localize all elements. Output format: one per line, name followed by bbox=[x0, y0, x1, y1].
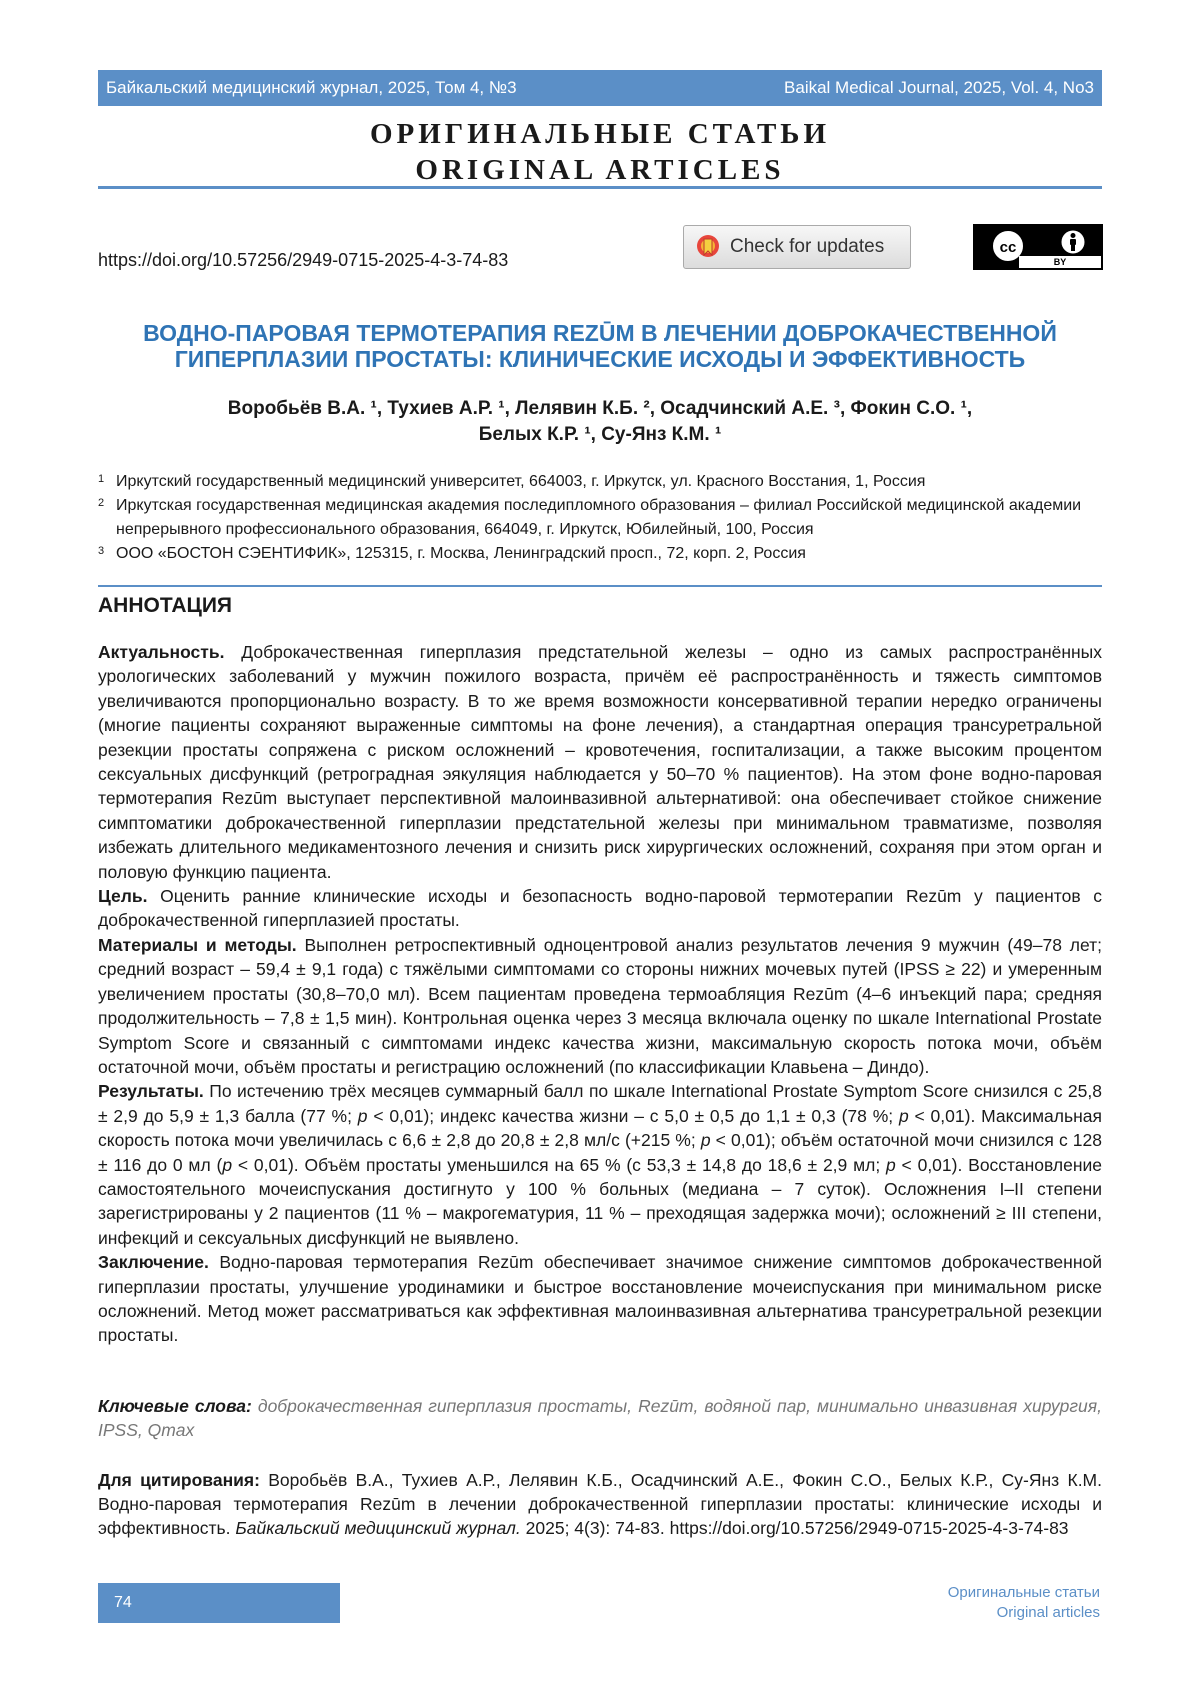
abstract-aim bbox=[98, 884, 1102, 933]
abstract-conclusion bbox=[98, 1250, 1102, 1348]
authors-line-1: Воробьёв В.А. ¹, Тухиев А.Р. ¹, Лелявин К.Б. ², Осадчинский А.Е. ³, Фокин С.О. ¹, bbox=[98, 396, 1102, 422]
journal-header bbox=[98, 70, 1102, 106]
p-symbol: p bbox=[701, 1130, 711, 1150]
article-title-line-1: ВОДНО-ПАРОВАЯ ТЕРМОТЕРАПИЯ REZŪM В ЛЕЧЕНИИ ДОБРОКАЧЕСТВЕННОЙ bbox=[98, 320, 1102, 346]
aim-label: Цель. bbox=[98, 886, 147, 906]
citation-journal: Байкальский медицинский журнал. bbox=[235, 1518, 520, 1538]
journal-name-ru: Байкальский медицинский журнал, 2025, Том 4, №3 bbox=[106, 78, 517, 98]
affiliation-item bbox=[98, 542, 1102, 566]
relevance-label: Актуальность. bbox=[98, 642, 224, 662]
footer-section-ru: Оригинальные статьи bbox=[948, 1583, 1100, 1603]
svg-text:cc: cc bbox=[999, 239, 1016, 256]
cc-by-license-badge[interactable] bbox=[973, 224, 1103, 270]
citation-label: Для цитирования: bbox=[98, 1470, 260, 1490]
affiliation-text: ООО «БОСТОН СЭЕНТИФИК», 125315, г. Москва, Ленинградский просп., 72, корп. 2, Россия bbox=[116, 542, 806, 566]
doi-link[interactable]: https://doi.org/10.57256/2949-0715-2025-4-3-74-83 bbox=[98, 250, 508, 271]
affiliation-number: 3 bbox=[98, 542, 116, 566]
results-text: < 0,01). Максимальная скорость потока мочи увеличилась с 6,6 ± 2,8 до 20,8 ± 2,8 мл/с (+215 %; bbox=[98, 1106, 1102, 1150]
p-symbol: p bbox=[899, 1106, 909, 1126]
bookmark-icon bbox=[696, 234, 720, 260]
affiliations bbox=[98, 470, 1102, 566]
section-heading bbox=[98, 116, 1102, 188]
author-list bbox=[98, 396, 1102, 448]
affiliation-item bbox=[98, 470, 1102, 494]
abstract-heading: АННОТАЦИЯ bbox=[98, 594, 232, 618]
article-title bbox=[98, 320, 1102, 372]
citation bbox=[98, 1468, 1102, 1540]
abstract-relevance bbox=[98, 640, 1102, 884]
aim-text: Оценить ранние клинические исходы и безопасность водно-паровой термотерапии Rezūm у пациентов с доброкачественной гиперплазией простаты. bbox=[98, 886, 1102, 930]
section-heading-ru: ОРИГИНАЛЬНЫЕ СТАТЬИ bbox=[98, 116, 1102, 152]
keywords-label: Ключевые слова: bbox=[98, 1396, 252, 1416]
results-text: < 0,01). Восстановление самостоятельного мочеиспускания достигнуто у 100 % больных (медиана – 7 суток). Осложнения I–II степени зарегистрированы у 2 пациентов (11 % – макрогематурия, 11 % – преходящая задержка мочи); осложнений ≥ III степени, инфекций и сексуальных дисфункций не выявлено. bbox=[98, 1155, 1102, 1248]
authors-line-2: Белых К.Р. ¹, Су-Янз К.М. ¹ bbox=[98, 422, 1102, 448]
affiliation-number: 1 bbox=[98, 470, 116, 494]
section-heading-en: ORIGINAL ARTICLES bbox=[98, 152, 1102, 188]
abstract-body bbox=[98, 640, 1102, 1348]
section-divider bbox=[98, 186, 1102, 189]
p-symbol: p bbox=[222, 1155, 232, 1175]
abstract-results bbox=[98, 1079, 1102, 1250]
methods-text: Выполнен ретроспективный одноцентровой анализ результатов лечения 9 мужчин (49–78 лет; средний возраст – 59,4 ± 9,1 года) с тяжёлыми симптомами со стороны нижних мочевых путей (IPSS ≥ 22) и умеренным увеличением простаты (30,8–70,0 мл). Всем пациентам проведена термоабляция Rezūm (4–6 инъекций пара; средняя продолжительность – 7,8 ± 1,5 мин). Контрольная оценка через 3 месяца включала оценку по шкале International Prostate Symptom Score и связанный с симптомами индекс качества жизни, максимальную скорость потока мочи, объём остаточной мочи, объём простаты и регистрацию осложнений (по классификации Клавьена – Диндо). bbox=[98, 935, 1102, 1077]
check-for-updates-button[interactable] bbox=[683, 225, 911, 269]
citation-text: Воробьёв В.А., Тухиев А.Р., Лелявин К.Б., Осадчинский А.Е., Фокин С.О., Белых К.Р., Су-Янз К.М. Водно-паровая термотерапия Rezūm в лечении доброкачественной гиперплазии простаты: клинические исходы и эффективность. bbox=[98, 1470, 1102, 1538]
abstract-divider bbox=[98, 585, 1102, 587]
results-text: По истечению трёх месяцев суммарный балл по шкале International Prostate Symptom Score снизился с 25,8 ± 2,9 до 5,9 ± 1,3 балла (77 %; bbox=[98, 1081, 1102, 1125]
page-number: 74 bbox=[98, 1583, 340, 1623]
results-text: < 0,01). Объём простаты уменьшился на 65 % (с 53,3 ± 14,8 до 18,6 ± 2,9 мл; bbox=[232, 1155, 886, 1175]
affiliation-item bbox=[98, 494, 1102, 542]
results-text: < 0,01); объём остаточной мочи снизился с 128 ± 116 до 0 мл ( bbox=[98, 1130, 1102, 1174]
p-symbol: p bbox=[886, 1155, 896, 1175]
journal-name-en: Baikal Medical Journal, 2025, Vol. 4, No3 bbox=[784, 78, 1094, 98]
keywords bbox=[98, 1394, 1102, 1442]
affiliation-text: Иркутский государственный медицинский университет, 664003, г. Иркутск, ул. Красного Восстания, 1, Россия bbox=[116, 470, 925, 494]
methods-label: Материалы и методы. bbox=[98, 935, 297, 955]
relevance-text: Доброкачественная гиперплазия предстательной железы – одно из самых распространённых урологических заболеваний у мужчин пожилого возраста, причём её распространённость и тяжесть симптомов увеличиваются пропорционально возрасту. В то же время возможности консервативной терапии нередко ограничены (многие пациенты сохраняют выраженные симптомы на фоне лечения), а стандартная операция трансуретральной резекции простаты сопряжена с риском осложнений – кровотечения, госпитализации, а также высоким процентом сексуальных дисфункций (ретроградная эякуляция наблюдается у 50–70 % пациентов). На этом фоне водно-паровая термотерапия Rezūm выступает перспективной малоинвазивной альтернативой: она обеспечивает стойкое снижение симптоматики доброкачественной гиперплазии предстательной железы при минимальном травматизме, позволяя избежать длительного медикаментозного лечения и снизить риск хирургических осложнений, сохраняя при этом орган и половую функцию пациента. bbox=[98, 642, 1102, 882]
keywords-text: доброкачественная гиперплазия простаты, Rezūm, водяной пар, минимально инвазивная хирургия, IPSS, Qmax bbox=[98, 1396, 1102, 1440]
citation-doi-link[interactable]: https://doi.org/10.57256/2949-0715-2025-4-3-74-83 bbox=[670, 1518, 1069, 1538]
results-text: < 0,01); индекс качества жизни – с 5,0 ± 0,5 до 1,1 ± 0,3 (78 %; bbox=[368, 1106, 899, 1126]
attribution-person-icon bbox=[1059, 228, 1087, 256]
p-symbol: p bbox=[358, 1106, 368, 1126]
results-label: Результаты. bbox=[98, 1081, 204, 1101]
check-for-updates-label: Check for updates bbox=[730, 236, 884, 258]
conclusion-label: Заключение. bbox=[98, 1252, 209, 1272]
affiliation-text: Иркутская государственная медицинская академия последипломного образования – филиал Российской медицинской академии непрерывного профессионального образования, 664049, г. Иркутск, Юбилейный, 100, Россия bbox=[116, 494, 1102, 542]
footer-section-label bbox=[948, 1583, 1100, 1623]
conclusion-text: Водно-паровая термотерапия Rezūm обеспечивает значимое снижение симптомов доброкачественной гиперплазии простаты, улучшение уродинамики и быстрое восстановление мочеиспускания при минимальном риске осложнений. Метод может рассматриваться как эффективная малоинвазивная альтернатива трансуретральной резекции простаты. bbox=[98, 1252, 1102, 1345]
license-by-label: BY bbox=[1019, 256, 1101, 268]
footer-section-en: Original articles bbox=[948, 1603, 1100, 1623]
article-title-line-2: ГИПЕРПЛАЗИИ ПРОСТАТЫ: КЛИНИЧЕСКИЕ ИСХОДЫ И ЭФФЕКТИВНОСТЬ bbox=[98, 346, 1102, 372]
abstract-methods bbox=[98, 933, 1102, 1079]
affiliation-number: 2 bbox=[98, 494, 116, 542]
citation-details: 2025; 4(3): 74-83. bbox=[526, 1518, 665, 1538]
